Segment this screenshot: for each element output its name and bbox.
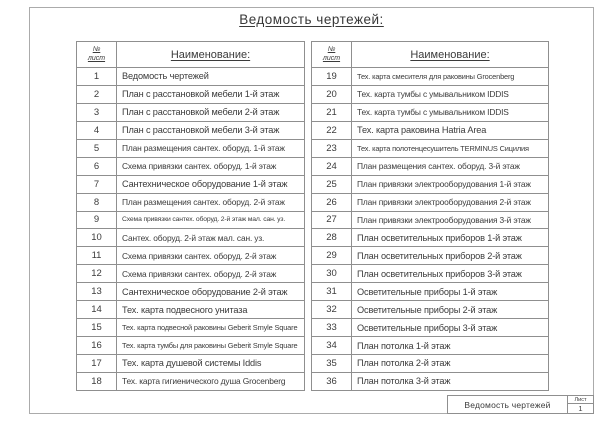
sheet-name-cell: Осветительные приборы 1-й этаж bbox=[357, 286, 498, 297]
sheet-name-cell: Осветительные приборы 2-й этаж bbox=[357, 304, 498, 315]
sheet-number-cell: 36 bbox=[312, 373, 352, 390]
table-row bbox=[312, 318, 548, 336]
sheet-name-cell: План потолка 2-й этаж bbox=[357, 358, 451, 369]
title-block bbox=[447, 395, 594, 414]
sheet-name-cell: План с расстановкой мебели 2-й этаж bbox=[122, 107, 280, 118]
sheet-number-cell: 24 bbox=[312, 158, 352, 175]
table-row bbox=[77, 318, 304, 336]
drawings-table-right bbox=[311, 41, 549, 391]
table-body-left bbox=[77, 68, 304, 390]
sheet-name-cell: Тех. карта смесителя для раковины Grocenberg bbox=[357, 71, 515, 81]
sheet-name-cell: План привязки электрооборудования 2-й этаж bbox=[357, 197, 531, 208]
table-row bbox=[77, 336, 304, 354]
sheet-number-cell: 31 bbox=[312, 283, 352, 300]
sheet-number-cell: 7 bbox=[77, 176, 117, 193]
sheet-name-cell: Тех. карта раковина Hatria Area bbox=[357, 125, 487, 136]
sheet-number-cell: 13 bbox=[77, 283, 117, 300]
sheet-number-cell: 29 bbox=[312, 247, 352, 264]
sheet-number-cell: 15 bbox=[77, 319, 117, 336]
sheet-name-cell: План осветительных приборов 3-й этаж bbox=[357, 268, 522, 279]
sheet-number-cell: 28 bbox=[312, 229, 352, 246]
table-row bbox=[77, 372, 304, 390]
column-header-name: Наименование: bbox=[410, 48, 490, 61]
title-block-sheet-cell bbox=[567, 396, 593, 413]
table-row bbox=[77, 157, 304, 175]
table-body-right bbox=[312, 68, 548, 390]
sheet-name-cell: Схема привязки сантех. оборуд. 2-й этаж мал. сан. уз. bbox=[122, 216, 286, 224]
title-block-doc-name: Ведомость чертежей bbox=[464, 399, 551, 410]
table-row bbox=[77, 193, 304, 211]
sheet-name-cell: План привязки электрооборудования 3-й этаж bbox=[357, 214, 531, 225]
document-title: Ведомость чертежей: bbox=[239, 12, 384, 27]
table-row bbox=[312, 246, 548, 264]
sheet-number-cell: 6 bbox=[77, 158, 117, 175]
table-row bbox=[312, 354, 548, 372]
sheet-name-cell: Ведомость чертежей bbox=[122, 71, 209, 82]
sheet-number-cell: 25 bbox=[312, 176, 352, 193]
table-row bbox=[312, 264, 548, 282]
sheet-number-cell: 27 bbox=[312, 212, 352, 229]
sheet-number-header-line1: № bbox=[92, 45, 101, 53]
table-row bbox=[312, 103, 548, 121]
sheet-number-cell: 32 bbox=[312, 301, 352, 318]
table-row bbox=[77, 103, 304, 121]
sheet-name-cell: План осветительных приборов 1-й этаж bbox=[357, 232, 522, 243]
sheet-number-cell: 3 bbox=[77, 104, 117, 121]
table-row bbox=[77, 264, 304, 282]
table-row bbox=[312, 336, 548, 354]
table-row bbox=[77, 85, 304, 103]
table-row bbox=[312, 282, 548, 300]
sheet-number-header-line2: лист bbox=[87, 54, 106, 62]
sheet-number-cell: 1 bbox=[77, 68, 117, 85]
table-row bbox=[312, 139, 548, 157]
sheet-number-cell: 16 bbox=[77, 337, 117, 354]
sheet-name-cell: Тех. карта душевой системы Iddis bbox=[122, 358, 262, 369]
sheet-number-cell: 17 bbox=[77, 355, 117, 372]
sheet-number-cell: 30 bbox=[312, 265, 352, 282]
table-row bbox=[77, 211, 304, 229]
table-row bbox=[77, 300, 304, 318]
sheet-name-cell: Сантех. оборуд. 2-й этаж мал. сан. уз. bbox=[122, 232, 265, 243]
sheet-number-cell: 12 bbox=[77, 265, 117, 282]
table-row bbox=[312, 228, 548, 246]
sheet-name-cell: Тех. карта полотенцесушитель TERMINUS Сицилия bbox=[357, 143, 529, 153]
sheet-number-cell: 8 bbox=[77, 194, 117, 211]
column-header-name: Наименование: bbox=[170, 48, 251, 61]
sheet-number-cell: 5 bbox=[77, 140, 117, 157]
table-row bbox=[77, 121, 304, 139]
table-row bbox=[77, 175, 304, 193]
sheet-number-cell: 10 bbox=[77, 229, 117, 246]
sheet-number-cell: 11 bbox=[77, 247, 117, 264]
sheet-name-cell: Сантехническое оборудование 1-й этаж bbox=[122, 179, 288, 190]
sheet-name-cell: План размещения сантех. оборуд. 1-й этаж bbox=[122, 143, 285, 154]
title-block-sheet-label: Лист bbox=[568, 396, 593, 404]
sheet-name-cell: Тех. карта гигиенического душа Grocenberg bbox=[122, 376, 286, 387]
table-header bbox=[77, 42, 304, 68]
sheet-name-cell: План осветительных приборов 2-й этаж bbox=[357, 250, 522, 261]
sheet-name-cell: Тех. карта подвесной раковины Geberit Smyle Square bbox=[122, 323, 298, 333]
table-row bbox=[312, 193, 548, 211]
table-row bbox=[312, 85, 548, 103]
sheet-number-cell: 22 bbox=[312, 122, 352, 139]
sheet-name-cell: План потолка 3-й этаж bbox=[357, 376, 451, 387]
sheet-number-header-line2: лист bbox=[322, 54, 341, 62]
sheet-name-cell: Схема привязки сантех. оборуд. 2-й этаж bbox=[122, 250, 277, 261]
table-row bbox=[77, 228, 304, 246]
table-row bbox=[77, 282, 304, 300]
sheet-name-cell: Тех. карта тумбы с умывальником IDDIS bbox=[357, 89, 509, 100]
table-row bbox=[312, 157, 548, 175]
sheet-name-cell: Тех. карта подвесного унитаза bbox=[122, 304, 248, 315]
sheet-number-cell: 4 bbox=[77, 122, 117, 139]
sheet-name-cell: План с расстановкой мебели 1-й этаж bbox=[122, 89, 280, 100]
table-row bbox=[312, 175, 548, 193]
sheet-number-cell: 21 bbox=[312, 104, 352, 121]
sheet-number-cell: 33 bbox=[312, 319, 352, 336]
sheet-name-cell: Схема привязки сантех. оборуд. 1-й этаж bbox=[122, 161, 277, 172]
sheet-name-cell: Сантехническое оборудование 2-й этаж bbox=[122, 286, 288, 297]
sheet-name-cell: План с расстановкой мебели 3-й этаж bbox=[122, 125, 280, 136]
table-row bbox=[77, 246, 304, 264]
sheet-name-cell: Осветительные приборы 3-й этаж bbox=[357, 322, 498, 333]
sheet-number-cell: 9 bbox=[77, 212, 117, 229]
title-block-sheet-number: 1 bbox=[578, 404, 583, 413]
sheet-number-cell: 34 bbox=[312, 337, 352, 354]
sheet-name-cell: Тех. карта тумбы для раковины Geberit Smyle Square bbox=[122, 341, 298, 351]
column-header-sheet-number bbox=[312, 42, 352, 67]
sheet-name-cell: Тех. карта тумбы с умывальником IDDIS bbox=[357, 107, 509, 118]
table-header bbox=[312, 42, 548, 68]
sheet-number-cell: 23 bbox=[312, 140, 352, 157]
drawings-table-left bbox=[76, 41, 305, 391]
page-frame bbox=[29, 7, 594, 414]
sheet-name-cell: План потолка 1-й этаж bbox=[357, 340, 451, 351]
sheet-number-cell: 2 bbox=[77, 86, 117, 103]
sheet-number-cell: 26 bbox=[312, 194, 352, 211]
table-row bbox=[312, 372, 548, 390]
sheet-number-cell: 20 bbox=[312, 86, 352, 103]
sheet-name-cell: Схема привязки сантех. оборуд. 2-й этаж bbox=[122, 268, 277, 279]
table-row bbox=[312, 211, 548, 229]
table-row bbox=[312, 121, 548, 139]
sheet-name-cell: План привязки электрооборудования 1-й этаж bbox=[357, 179, 531, 190]
sheet-number-header-line1: № bbox=[327, 45, 336, 53]
sheet-number-cell: 35 bbox=[312, 355, 352, 372]
table-row bbox=[312, 300, 548, 318]
table-row bbox=[312, 68, 548, 85]
column-header-sheet-number bbox=[77, 42, 117, 67]
table-row bbox=[77, 139, 304, 157]
sheet-number-cell: 19 bbox=[312, 68, 352, 85]
sheet-number-cell: 14 bbox=[77, 301, 117, 318]
table-row bbox=[77, 354, 304, 372]
table-row bbox=[77, 68, 304, 85]
sheet-number-cell: 18 bbox=[77, 373, 117, 390]
sheet-name-cell: План размещения сантех. оборуд. 3-й этаж bbox=[357, 161, 520, 172]
sheet-name-cell: План размещения сантех. оборуд. 2-й этаж bbox=[122, 197, 285, 208]
